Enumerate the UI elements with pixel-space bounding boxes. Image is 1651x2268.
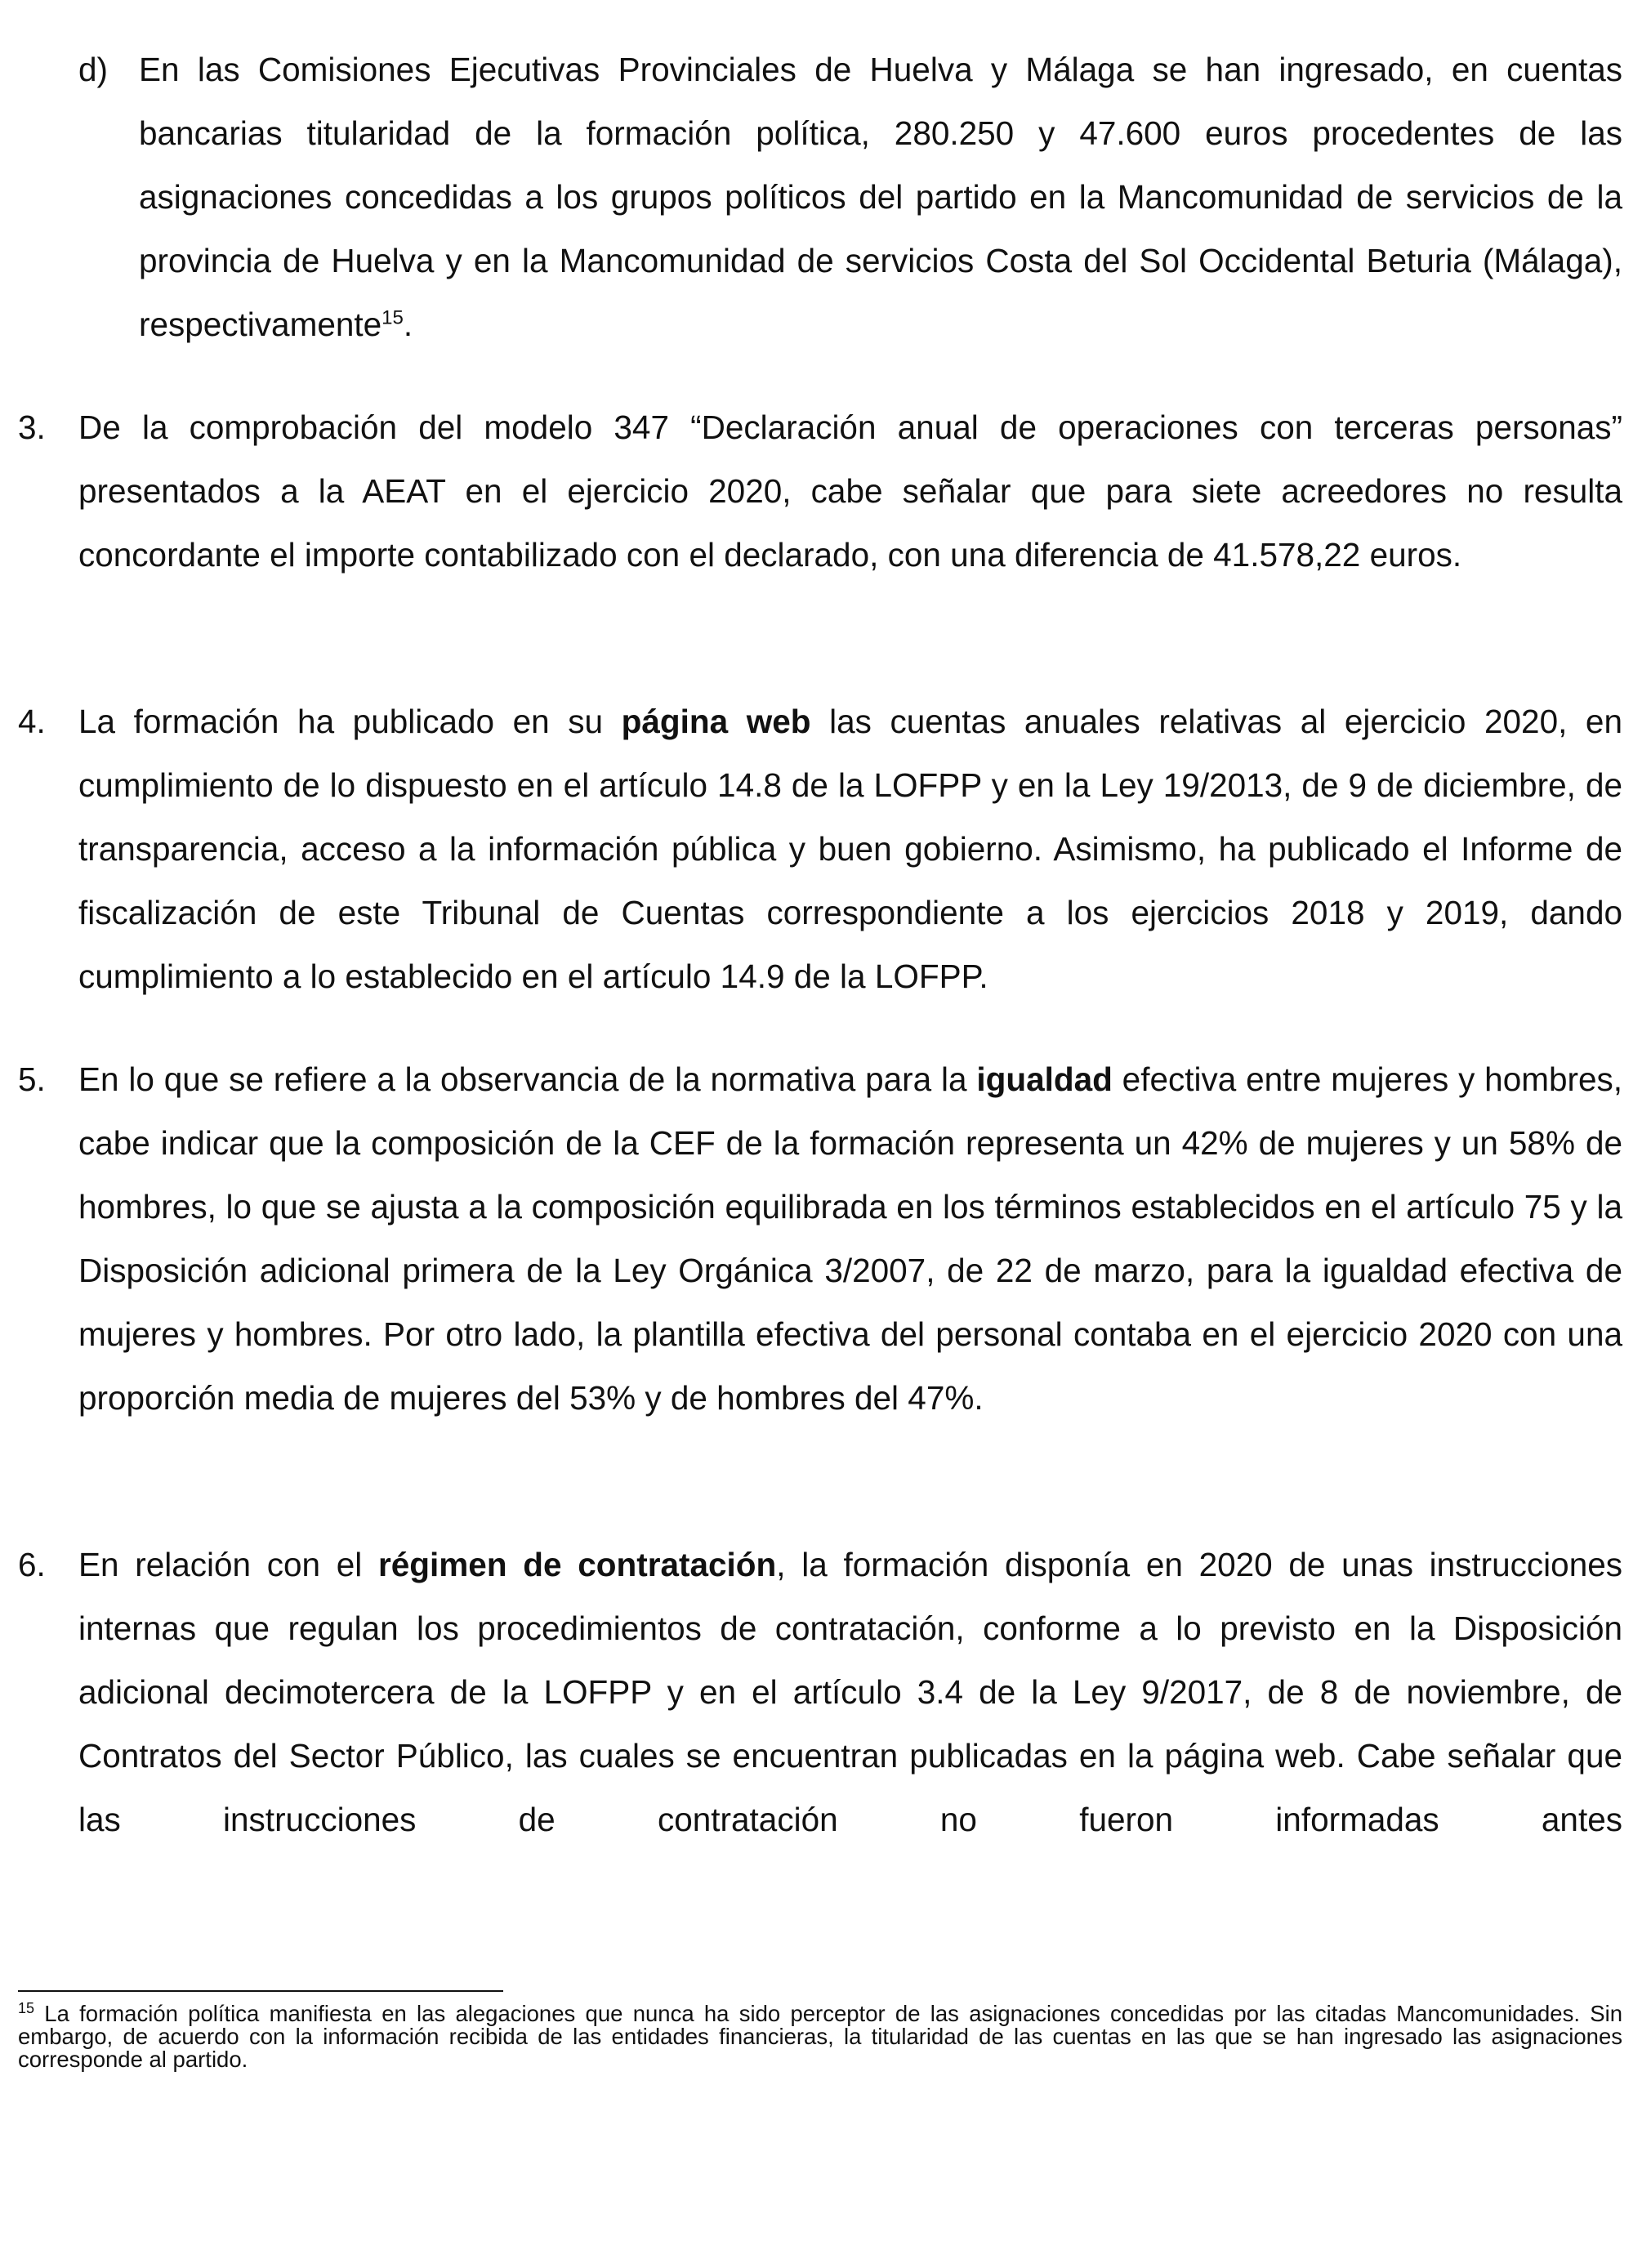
bold-term: régimen de contratación <box>378 1546 777 1583</box>
list-marker: d) <box>78 51 109 88</box>
paragraph-text <box>139 38 1622 356</box>
list-item-3 <box>18 395 1622 587</box>
paragraph-before: La formación ha publicado en su <box>78 703 622 740</box>
paragraph-before: En lo que se refiere a la observancia de la normativa para la <box>78 1060 977 1098</box>
footnote <box>18 1999 1622 2072</box>
footnote-separator <box>18 1990 503 1992</box>
paragraph-after: las cuentas anuales relativas al ejercicio 2020, en cumplimiento de lo dispuesto en el artículo 14.8 de la LOFPP y en la Ley 19/2013, de 9 de diciembre, de transparencia, acceso a la información pública y buen gobierno. Asimismo, ha publicado el Informe de fiscalización de este Tribunal de Cuentas correspondiente a los ejercicios 2018 y 2019, dando cumplimiento a lo establecido en el artículo 14.9 de la LOFPP. <box>78 703 1622 995</box>
list-item-6 <box>18 1533 1622 1851</box>
list-item-d <box>78 38 1622 356</box>
paragraph-tail: . <box>403 306 413 343</box>
list-marker: 6. <box>18 1546 46 1583</box>
paragraph-after: efectiva entre mujeres y hombres, cabe indicar que la composición de la CEF de la formación representa un 42% de mujeres y un 58% de hombres, lo que se ajusta a la composición equilibrada en los términos establecidos en el artículo 75 y la Disposición adicional primera de la Ley Orgánica 3/2007, de 22 de marzo, para la igualdad efectiva de mujeres y hombres. Por otro lado, la plantilla efectiva del personal contaba en el ejercicio 2020 con una proporción media de mujeres del 53% y de hombres del 47%. <box>78 1060 1622 1417</box>
paragraph-text <box>78 690 1622 1008</box>
list-marker: 4. <box>18 703 46 740</box>
paragraph-after: , la formación disponía en 2020 de unas instrucciones internas que regulan los procedimientos de contratación, conforme a lo previsto en la Disposición adicional decimotercera de la LOFPP y en el artículo 3.4 de la Ley 9/2017, de 8 de noviembre, de Contratos del Sector Público, las cuales se encuentran publicadas en la página web. Cabe señalar que las instrucciones de contratación no fueron informadas antes <box>78 1546 1623 1838</box>
bold-term: página web <box>621 703 811 740</box>
footnote-reference[interactable]: 15 <box>382 306 404 329</box>
list-item-5 <box>18 1047 1622 1430</box>
footnote-number: 15 <box>18 1999 35 2016</box>
paragraph-text <box>78 1533 1622 1851</box>
paragraph-body: En las Comisiones Ejecutivas Provinciales de Huelva y Málaga se han ingresado, en cuentas bancarias titularidad de la formación política, 280.250 y 47.600 euros procedentes de las asignaciones concedidas a los grupos políticos del partido en la Mancomunidad de servicios de la provincia de Huelva y en la Mancomunidad de servicios Costa del Sol Occidental Beturia (Málaga), respectivamente <box>139 51 1622 343</box>
list-marker: 5. <box>18 1060 46 1098</box>
list-marker: 3. <box>18 409 46 446</box>
paragraph-text: De la comprobación del modelo 347 “Declaración anual de operaciones con terceras personas” presentados a la AEAT en el ejercicio 2020, cabe señalar que para siete acreedores no resulta concordante el importe contabilizado con el declarado, con una diferencia de 41.578,22 euros. <box>78 409 1622 574</box>
footnote-text: La formación política manifiesta en las alegaciones que nunca ha sido perceptor de las asignaciones concedidas por las citadas Mancomunidades. Sin embargo, de acuerdo con la información recibida de las entidades financieras, la titularidad de las cuentas en las que se han ingresado las asignaciones corresponde al partido. <box>18 2001 1622 2072</box>
bold-term: igualdad <box>976 1060 1113 1098</box>
paragraph-before: En relación con el <box>78 1546 379 1583</box>
list-item-4 <box>18 690 1622 1008</box>
paragraph-text <box>78 1047 1622 1430</box>
